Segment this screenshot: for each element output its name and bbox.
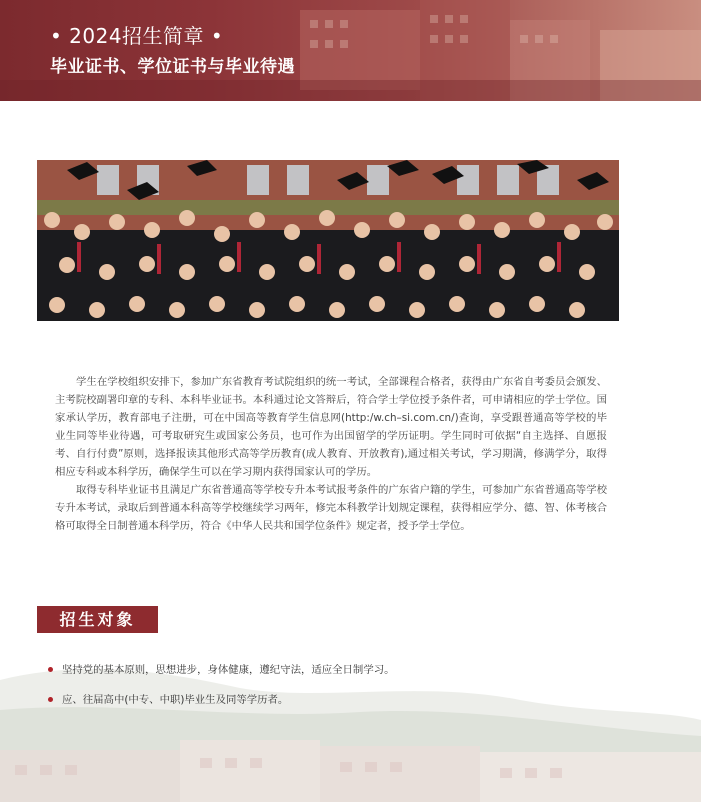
body-text (55, 373, 607, 535)
requirements-list (48, 663, 648, 723)
list-item (48, 663, 648, 693)
header-banner (0, 0, 701, 101)
body-paragraph: 学生在学校组织安排下，参加广东省教育考试院组织的统一考试，全部课程合格者，获得由广东省自考委员会颁发、主考院校副署印章的专科、本科毕业证书。本科通过论文答辩后，符合学士学位授予条件者，可申请相应的学士学位。国家承认学历，教育部电子注册，可在中国高等教育学生信息网(http:/w.ch–si.com.cn/)查询，享受跟普通高等学校的毕业生同等毕业待遇，可考取研究生或国家公务员，也可作为出国留学的学历证明。学生同时可依据“自主选择、自愿报考、自行付费”原则，选择报读其他形式高等学历教育(成人教育、开放教育),通过相关考试，学习期满，修满学分，取得相应专科或本科学历，确保学生可以在学习期内获得国家认可的学历。 (55, 376, 607, 478)
bullet-icon (48, 667, 53, 672)
section-heading: 招生对象 (37, 606, 158, 633)
body-paragraph: 取得专科毕业证书且满足广东省普通高等学校专升本考试报考条件的广东省户籍的学生，可参加广东省普通高等学校专升本考试，录取后到普通本科高等学校继续学习两年，修完本科教学计划规定课程，获得相应学分、德、智、体考核合格可取得全日制普通本科学历，符合《中华人民共和国学位条件》规定者，授予学士学位。 (55, 484, 607, 532)
list-item-text: 坚持党的基本原则，思想进步，身体健康，遵纪守法，适应全日制学习。 (62, 664, 395, 676)
campus-background-graphic (0, 0, 701, 101)
bullet-icon (48, 697, 53, 702)
list-item-text: 应、往届高中(中专、中职)毕业生及同等学历者。 (62, 694, 289, 706)
page-title: • 2024招生简章 • (50, 24, 224, 48)
graduation-photo (37, 160, 619, 321)
list-item (48, 693, 648, 723)
page-subtitle: 毕业证书、学位证书与毕业待遇 (50, 57, 295, 77)
